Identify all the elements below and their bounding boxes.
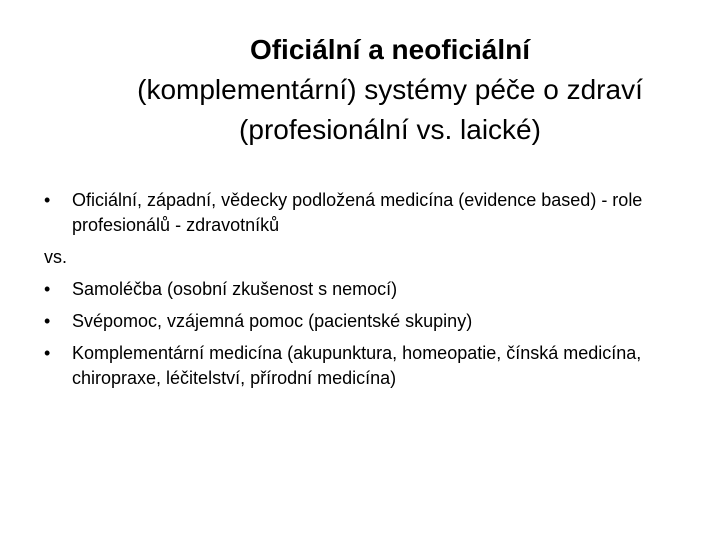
title-line-1: Oficiální a neoficiální (249, 34, 531, 65)
slide-title (40, 30, 720, 150)
bullet-text: Oficiální, západní, vědecky podložená medicína (evidence based) - role profesionálů - zdravotníků (72, 190, 643, 235)
bullet-icon: • (44, 311, 51, 331)
title-line-3: (profesionální vs. laické) (239, 114, 541, 145)
title-line-2: (komplementární) systémy péče o zdraví (137, 74, 643, 105)
bullet-text: Komplementární medicína (akupunktura, homeopatie, čínská medicína, chiropraxe, léčitelství, přírodní medicína) (72, 343, 642, 388)
versus-text: vs. (44, 247, 68, 267)
bullet-item-self-treatment (44, 277, 684, 302)
bullet-icon: • (44, 190, 51, 210)
bullet-item-official-medicine (44, 188, 684, 238)
slide-body (44, 188, 684, 398)
bullet-text: Samoléčba (osobní zkušenost s nemocí) (72, 279, 398, 299)
bullet-icon: • (44, 343, 51, 363)
bullet-item-self-help (44, 309, 684, 334)
versus-line (44, 245, 684, 270)
bullet-icon: • (44, 279, 51, 299)
bullet-item-complementary-medicine (44, 341, 684, 391)
bullet-text: Svépomoc, vzájemná pomoc (pacientské skupiny) (72, 311, 473, 331)
